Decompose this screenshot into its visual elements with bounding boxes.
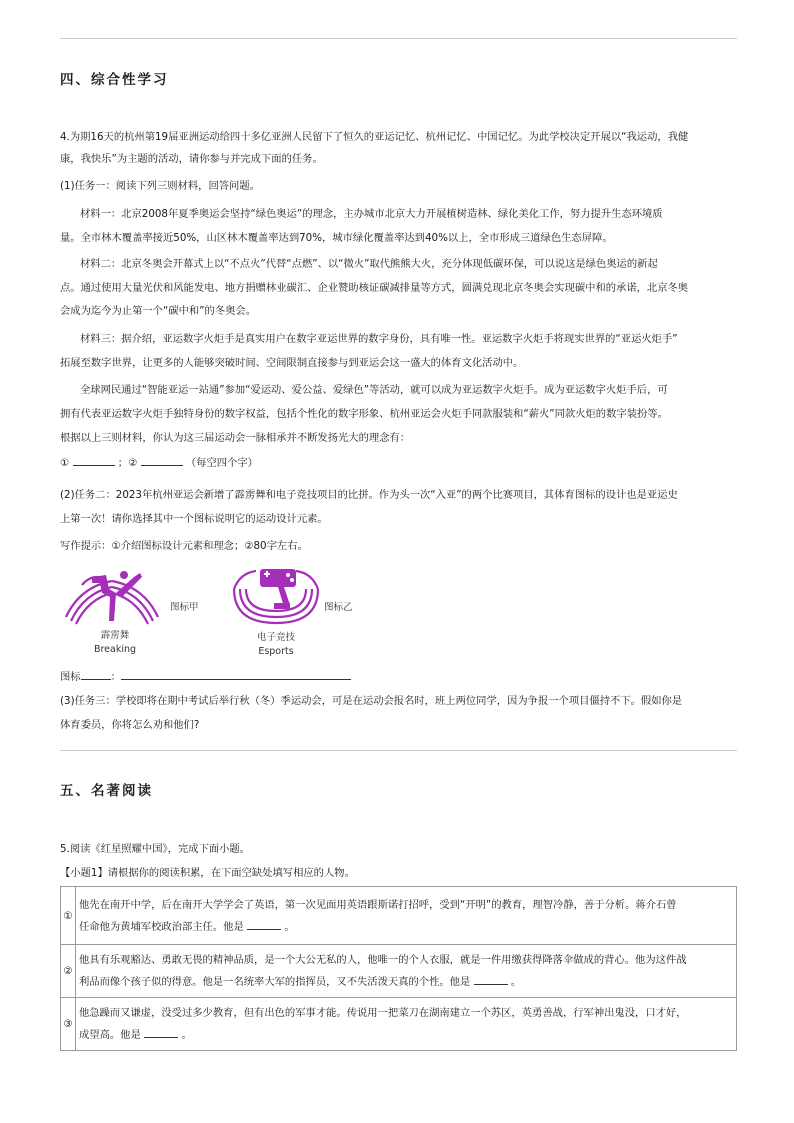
material1-line1: 材料一：北京2008年夏季奥运会坚持“绿色奥运”的理念，主办城市北京大力开展植树造林、绿化美化工作，努力提升生态环境质	[80, 208, 663, 220]
material4-line2: 拥有代表亚运数字火炬手独特身份的数字权益，包括个性化的数字形象、杭州亚运会火炬手同款服装和“薪火”同款火炬的数字装扮等。	[60, 408, 668, 420]
table-row	[61, 887, 737, 945]
answer-blank-person-1[interactable]	[247, 918, 281, 930]
icon-b-caption-cn: 电子竞技	[256, 632, 295, 643]
row-line2	[79, 971, 733, 993]
material3-line1: 材料三：据介绍，亚运数字火炬手是真实用户在数字亚运世界的数字身份，具有唯一性。亚运数字火炬手将现实世界的“亚运火炬手”	[80, 333, 678, 345]
row-text	[76, 945, 737, 998]
row-end: 。	[284, 920, 295, 933]
task1-answer-line	[60, 452, 740, 474]
q4-intro-line1: 4.为期16天的杭州第19届亚洲运动给四十多亿亚洲人民留下了恒久的亚运记忆、杭州记忆、中国记忆。为此学校决定开展以“我运动，我健	[60, 131, 689, 143]
icon-description-blank[interactable]	[121, 668, 351, 680]
breaking-pictogram	[62, 565, 162, 627]
top-divider	[60, 38, 737, 39]
task1-heading: (1)任务一：阅读下列三则材料，回答问题。	[60, 180, 260, 192]
icon-a-caption-cn: 霹雳舞	[100, 630, 130, 641]
icon-a-label: 图标甲	[170, 602, 199, 613]
material2-line1: 材料二：北京冬奥会开幕式上以“不点火”代替“点燃”、以“微火”取代熊熊大火，充分体现低碳环保，可以说这是绿色奥运的新起	[80, 258, 658, 270]
icon-b-label: 图标乙	[324, 602, 353, 613]
icon-answer-colon: ：	[110, 671, 121, 683]
answer-marker-1: ①	[60, 457, 70, 469]
material4-line1: 全球网民通过“智能亚运一站通”参加“爱运动、爱公益、爱绿色”等活动，就可以成为亚运数字火炬手。成为亚运数字火炬手后，可	[80, 384, 668, 396]
row-number: ①	[61, 887, 76, 945]
row-line2-text: 利品而像个孩子似的得意。他是一名统率大军的指挥员，又不失活泼天真的个性。他是	[79, 976, 471, 988]
icon-choice-blank[interactable]	[81, 668, 111, 680]
task3-line1: (3)任务三：学校即将在期中考试后举行秋（冬）季运动会，可是在运动会报名时，班上两位同学，因为争报一个项目僵持不下。假如你是	[60, 695, 683, 707]
icon-b-caption-en: Esports	[258, 646, 294, 657]
icon-answer-prefix: 图标	[60, 671, 81, 683]
section-5-title: 五、名著阅读	[60, 783, 153, 799]
task3-line2: 体育委员，你将怎么劝和他们?	[60, 719, 200, 731]
row-text	[76, 998, 737, 1051]
question-5: 5.阅读《红星照耀中国》，完成下面小题。	[60, 843, 251, 855]
row-line2	[79, 1024, 733, 1046]
answer-blank-2[interactable]	[141, 454, 183, 466]
row-line1: 他具有乐观豁达、勇敢无畏的精神品质，是一个大公无私的人，他唯一的个人衣服，就是一件用缴获得降落伞做成的背心。他为这件战	[79, 954, 687, 966]
task2-line2: 上第一次！请你选择其中一个图标说明它的运动设计元素。	[60, 513, 328, 525]
row-line2-text: 成望高。他是	[79, 1029, 141, 1041]
task1-question: 根据以上三则材料，你认为这三届运动会一脉相承并不断发扬光大的理念有：	[60, 432, 411, 444]
answer-blank-person-2[interactable]	[474, 973, 508, 985]
row-line2	[79, 916, 733, 938]
material2-line2: 点。通过使用大量光伏和风能发电、地方捐赠林业碳汇、企业赞助核证碳减排量等方式，圆满兑现北京冬奥会实现碳中和的承诺，北京冬奥	[60, 282, 689, 294]
task2-line1: (2)任务二：2023年杭州亚运会新增了霹雳舞和电子竞技项目的比拼。作为头一次“入亚”的两个比赛项目，其体育图标的设计也是亚运史	[60, 489, 678, 501]
row-line2-text: 任命他为黄埔军校政治部主任。他是	[79, 920, 244, 933]
row-number: ③	[61, 998, 76, 1051]
material1-line2: 量。全市林木覆盖率接近50%，山区林木覆盖率达到70%，城市绿化覆盖率达到40%以上，全市形成三道绿色生态屏障。	[60, 232, 613, 244]
answer-blank-person-3[interactable]	[144, 1026, 178, 1038]
row-number: ②	[61, 945, 76, 998]
table-row	[61, 945, 737, 998]
answer-hint: （每空四个字）	[185, 457, 258, 469]
row-end: 。	[510, 976, 522, 988]
table-row	[61, 998, 737, 1051]
answer-blank-1[interactable]	[73, 454, 115, 466]
section-divider	[60, 750, 737, 751]
row-text	[76, 887, 737, 945]
esports-pictogram	[230, 567, 322, 625]
character-table	[60, 886, 737, 1051]
icon-answer-line	[60, 666, 740, 688]
row-end: 。	[181, 1029, 192, 1041]
material3-line2: 拓展至数字世界，让更多的人能够突破时间、空间限制直接参与到亚运会这一盛大的体育文化活动中。	[60, 357, 524, 369]
answer-separator: ；②	[117, 457, 138, 469]
material2-line3: 会成为迄今为止第一个“碳中和”的冬奥会。	[60, 305, 257, 317]
section-4-title: 四、综合性学习	[60, 72, 169, 88]
row-line1: 他急躁而又谦虚，没受过多少教育，但有出色的军事才能。传说用一把菜刀在湖南建立一个苏区，英勇善战，行军神出鬼没，口才好，	[79, 1007, 687, 1019]
writing-tips: 写作提示：①介绍图标设计元素和理念；②80字左右。	[60, 540, 308, 552]
icon-a-caption-en: Breaking	[93, 644, 137, 655]
q4-intro-line2: 康，我快乐”为主题的活动，请你参与并完成下面的任务。	[60, 153, 323, 165]
subquestion-1: 【小题1】请根据你的阅读积累，在下面空缺处填写相应的人物。	[60, 867, 355, 879]
row-line1: 他先在南开中学，后在南开大学学会了英语，第一次见面用英语跟斯诺打招呼，受到“开明”的教育，理智冷静，善于分析。蒋介石曾	[79, 898, 677, 911]
